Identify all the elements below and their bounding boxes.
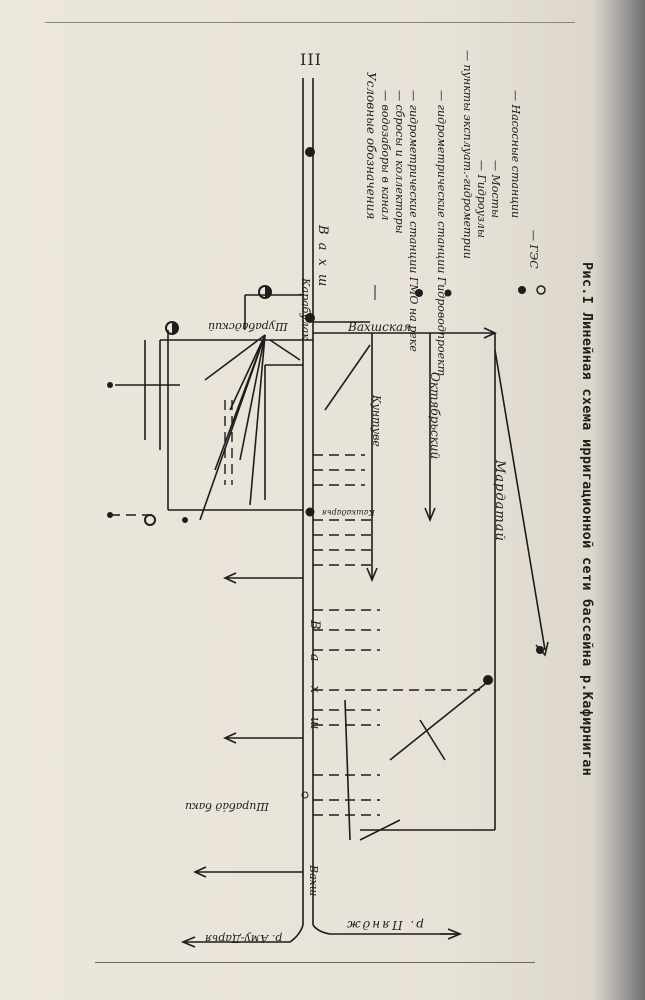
label-vakhsh-bottom: Вахш [307, 865, 320, 897]
label-vakhsh-canal: Вахшская [348, 320, 412, 334]
bottom-rule [95, 962, 535, 963]
gauge-station-top [305, 147, 315, 157]
label-shurabad: Шурабадский [208, 320, 288, 333]
legend-title: Условные обозначения [364, 72, 378, 220]
legend-item-hydronode: — Гидроузлы [475, 160, 488, 238]
legend-item-intake: — водозаборы в канал [379, 90, 392, 221]
label-kuntuve: Кунтуве [370, 395, 383, 447]
label-kashkadarya: Кашкадарья [322, 508, 375, 517]
gauge-station-mid [306, 508, 315, 517]
label-vakhsh-middle: В а х ш [307, 620, 322, 740]
page-number: III [300, 50, 322, 69]
legend-item-points: — пункты эксплуат.-гидрометрии [461, 50, 474, 259]
legend-item-gvp: — гидрометрические станции Гидроводпроект [435, 90, 448, 377]
label-pyanj: р. Пяндж [345, 918, 424, 932]
top-rule [45, 22, 575, 23]
legend-item-ges: — ГЭС [527, 230, 540, 269]
legend-item-drain: — сбросы и коллекторы [393, 90, 406, 234]
label-oktyabrsky: Октябрьский [428, 372, 442, 460]
label-karabulak: Карабулак [299, 278, 312, 340]
hydronode-mardatay [483, 675, 493, 685]
label-shirobod: Шираба́д баки [185, 800, 269, 813]
legend-item-bridge: — Мосты [489, 160, 502, 218]
legend-item-gmo: — гидрометрические станции ГМО на реке [407, 90, 420, 352]
pump-station-left2 [145, 515, 155, 525]
legend-item-pump: — Насосные станции [509, 90, 522, 219]
label-amudarya: р. Аму-Дарья [205, 932, 283, 945]
label-vakhsh-top: В а х ш [315, 225, 330, 289]
figure-caption: Рис.I Линейная схема ирригационной сети бассейна р.Кафирниган [579, 262, 595, 777]
label-mardatay: Мардатай [492, 460, 507, 542]
